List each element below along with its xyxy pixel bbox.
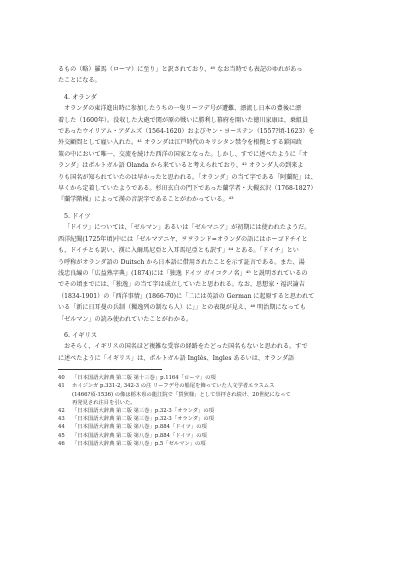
footnotes (58, 374, 354, 448)
footnote (58, 432, 354, 440)
body-line: ランダ」はポルトガル語 Olanda から来ていると考えられており、⁴² オランダ人の到来よ (58, 162, 304, 170)
body-line: 浅忠良編の「広益熟字典」(1874)には「独逸 ドイツ ガイコクノ名」⁴⁵ と説明されているの (58, 269, 308, 277)
footnote-text: ホイジンガ p.331-2, 342-3 の注 リーフデ号の船尾を飾っていた人文学者エラスムス (72, 383, 275, 390)
footnote-text: 「日本国語大辞典 第二版 第八巻」p.884「ドイツ」の項 (72, 424, 207, 431)
body-line: 策の中において唯一、交流を続けた西洋の国家となった。しかし、すでに述べたように「オ (58, 150, 309, 158)
paper-page (58, 64, 354, 448)
footnote-text: 「日本国語大辞典 第二版 第三巻」p.32-3「オランダ」の項 (72, 416, 214, 423)
footnote (58, 415, 354, 423)
body-line: 「ドイツ」については、「ゼルマン」あるいは「ゼルマニア」が初期には使われたようだ。 (64, 224, 311, 232)
footnote (58, 382, 354, 390)
body-line: も、ドイチとも訳い、漢に入爾馬尼亞と入耳馬尼亞とも訳す」⁴⁴ とある。「ドイチ」とい (58, 247, 299, 255)
body-line: う呼称がオランダ語の Duitsch から日本語に借用されたことを示す証言である。また、湯 (58, 258, 305, 266)
section-6-igirisu (58, 330, 354, 364)
footnote-number: 40 (58, 375, 65, 382)
body-line: であったウイリアム・アダムズ（1564-1620）およびヤン・ヨーステン（1557?頃-1623）を (58, 128, 315, 136)
section-4-oranda (58, 92, 354, 206)
footnote (58, 407, 354, 415)
body-line: 『蘭学階梯』によって漢の音訳字であることがわかっている。⁴³ (58, 196, 234, 204)
footnote (58, 440, 354, 448)
footnote (58, 423, 354, 431)
body-line: 着した（1600年）。没収した大砲で関が原の戦いに勝利し幕府を開いた徳川家康は、乗組員 (58, 116, 309, 124)
footnote-text: 「日本国語大辞典 第二版 第八巻」p.884「ドイツ」の項 (72, 432, 207, 439)
body-line: （1834-1901）の「西洋事情」(1866-70)に「二には英語の German に起原すると思われて (58, 292, 315, 300)
body-line: 外交顧問として雇い入れた。⁴¹ オランダは江戸時代のキリシタン禁令を根拠とする鎖国政 (58, 139, 302, 147)
footnote-continuation: (1466?頃-1536) の像は栃木県の龍江院で「貨狄様」として崇拝され続け、20世紀になって (72, 391, 291, 398)
body-line: たことになる。 (58, 77, 101, 85)
footnote (58, 374, 354, 382)
footnote-number: 41 (58, 383, 65, 390)
footnote-text: 「日本国語大辞典 第二版 第八巻」p.5「ゼルマン」の項 (72, 440, 206, 447)
footnote-number: 44 (58, 424, 65, 431)
body-line: に述べたように「イギリス」は、ポルトガル語 Inglês、Ingles あるいは、オランダ語 (58, 354, 295, 362)
footnote-number: 45 (58, 432, 65, 439)
footnote-text: 「日本国語大辞典 第二版 第三巻」p.32-3「オランダ」の項 (72, 407, 214, 414)
section-5-doitsu (58, 211, 354, 325)
footnote-number: 46 (58, 440, 65, 447)
body-line: でその頃までには、「独逸」の当て字は成立していたと思われる。なお、思想家・福沢諭吉 (58, 281, 305, 289)
section-3-tail (58, 64, 354, 87)
section-heading: 5. ドイツ (64, 212, 91, 220)
footnote-number: 42 (58, 407, 65, 414)
footnote-text: 「日本国語大辞典 第二版 第十三巻」p.1164「ローマ」の項 (72, 375, 216, 382)
body-line: 西洋紀聞(1725年頃)中には「ゼルマアニヤ、ヲヲランド=オランダの語にはホーゴドチイと (58, 235, 308, 243)
footnote-number: 43 (58, 416, 65, 423)
body-line: おそらく、イギリスの国名ほど複雑な受容の経路をたどった国名もないと思われる。すで (64, 343, 308, 351)
footnote-continuation: 再発見され注目を引いた。 (72, 399, 136, 406)
body-line: 早くから定着していたようである。杉田玄白の門下であった蘭学者・大槻玄沢（1768-1827） (58, 185, 317, 193)
section-heading: 6. イギリス (64, 331, 98, 339)
body-line: 「ゼルマン」の読み使われていたことがわかる。 (58, 315, 193, 323)
body-line: りも国名が知られていたのは早かったと思われる。「オランダ」の当て字である「阿蘭陀」は、 (58, 173, 317, 181)
body-line: オランダの東洋進出時に参加したうちの一隻リーフデ号が遭難、漂流し日本の豊後に漂 (64, 105, 302, 113)
section-heading: 4. オランダ (64, 93, 97, 101)
body-line: るもの（略）羅馬（ローマ）に至り」と訳されており、⁴⁰ なお当時でも表記のゆれがあっ (58, 66, 303, 73)
body-line: いる「新に日耳曼の兵制（獨逸列の制なら人）に」」との表現が見え、⁴⁶ 明治期になっても (58, 304, 306, 312)
footnote-divider (58, 369, 162, 370)
